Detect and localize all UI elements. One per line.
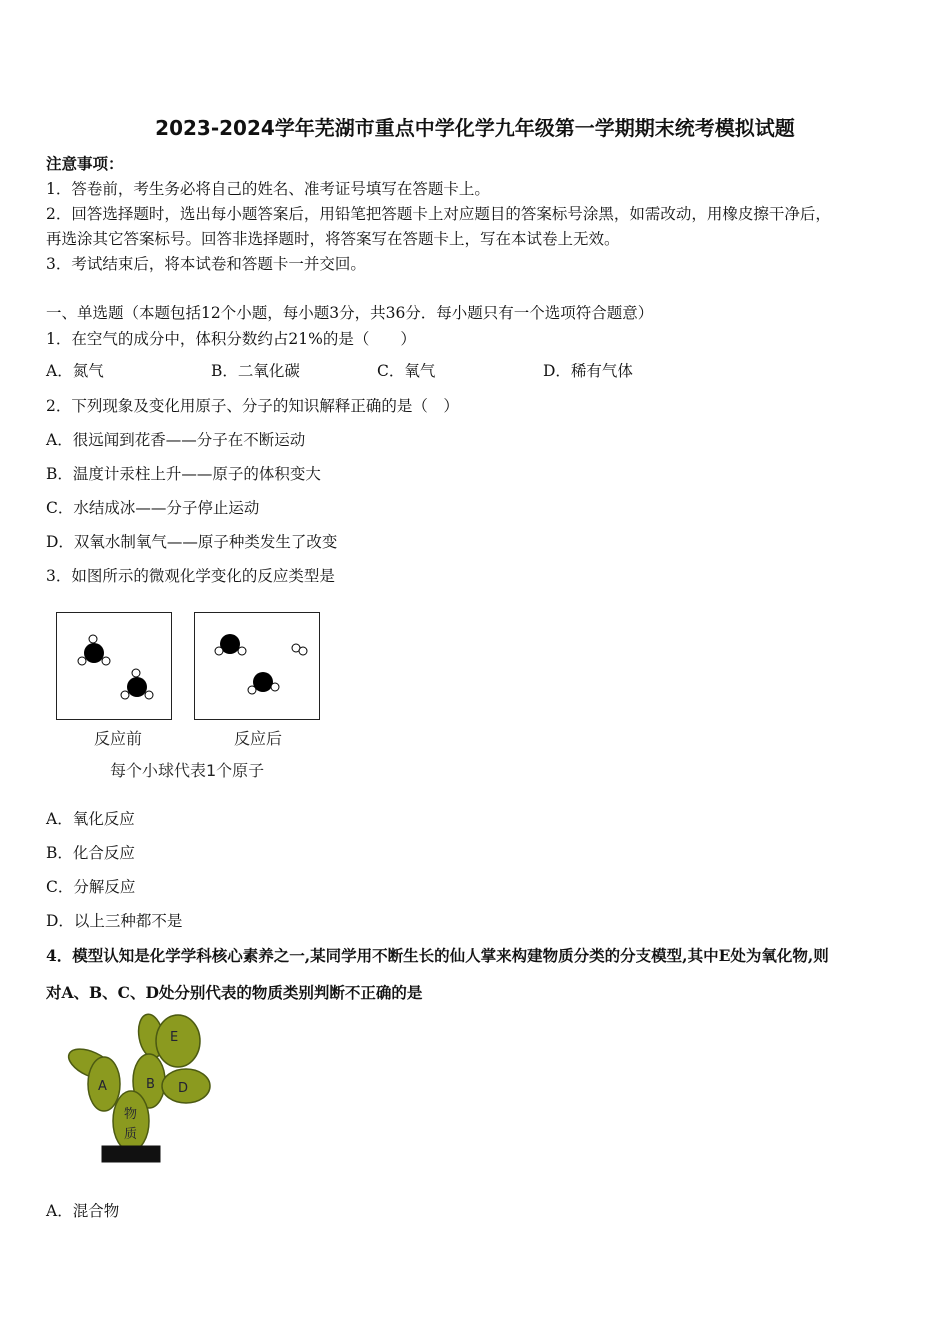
cactus-pot bbox=[102, 1146, 160, 1162]
cactus-label-trunk-2: 质 bbox=[124, 1127, 138, 1142]
molecule-before-1 bbox=[78, 635, 110, 665]
notice-item-2b: 再选涂其它答案标号。回答非选择题时，将答案写在答题卡上，写在本试卷上无效。 bbox=[46, 230, 620, 248]
q3-option-c: C．分解反应 bbox=[46, 878, 136, 896]
cactus-label-d: D bbox=[178, 1081, 189, 1096]
cactus-label-e: E bbox=[170, 1030, 179, 1045]
caption-before: 反应前 bbox=[94, 729, 143, 748]
section-heading: 一、单选题（本题包括12个小题，每小题3分，共36分．每小题只有一个选项符合题意） bbox=[46, 304, 654, 322]
caption-after: 反应后 bbox=[234, 729, 283, 748]
q2-stem: 2．下列现象及变化用原子、分子的知识解释正确的是（ ） bbox=[46, 397, 459, 415]
q1-stem: 1．在空气的成分中，体积分数约占21%的是（ ） bbox=[46, 330, 416, 348]
cactus-label-trunk-1: 物 bbox=[124, 1107, 138, 1122]
q3-stem: 3．如图所示的微观化学变化的反应类型是 bbox=[46, 567, 335, 585]
q4-stem-line2: 对A、B、C、D处分别代表的物质类别判断不正确的是 bbox=[46, 983, 423, 1002]
molecule-after-1 bbox=[215, 634, 246, 655]
molecule-diagram-before bbox=[57, 613, 171, 719]
notice-heading: 注意事项： bbox=[46, 154, 124, 173]
q4-stem-line1: 4．模型认知是化学学科核心素养之一,某同学用不断生长的仙人掌来构建物质分类的分支模型,其中E处为氧化物,则 bbox=[46, 946, 829, 965]
q3-option-a: A．氧化反应 bbox=[46, 810, 135, 828]
q4-option-a: A．混合物 bbox=[46, 1202, 120, 1220]
reaction-after-box bbox=[194, 612, 320, 720]
q2-option-a: A．很远闻到花香——分子在不断运动 bbox=[46, 431, 306, 449]
q3-option-b: B．化合反应 bbox=[46, 844, 135, 862]
page-title: 2023-2024学年芜湖市重点中学化学九年级第一学期期末统考模拟试题 bbox=[155, 116, 795, 140]
cactus-classification-figure bbox=[56, 1006, 226, 1166]
q1-option-b: B．二氧化碳 bbox=[211, 362, 300, 380]
cactus-label-a: A bbox=[98, 1079, 107, 1094]
molecule-after-pair bbox=[292, 644, 307, 655]
molecule-before-2 bbox=[121, 669, 153, 699]
q3-option-d: D．以上三种都不是 bbox=[46, 912, 183, 930]
molecule-after-2 bbox=[248, 672, 279, 694]
reaction-before-box bbox=[56, 612, 172, 720]
q1-option-a: A．氮气 bbox=[46, 362, 104, 380]
notice-item-3: 3．考试结束后，将本试卷和答题卡一并交回。 bbox=[46, 255, 366, 273]
cactus-label-b: B bbox=[146, 1077, 155, 1092]
caption-note: 每个小球代表1个原子 bbox=[110, 761, 265, 780]
notice-item-1: 1．答卷前，考生务必将自己的姓名、准考证号填写在答题卡上。 bbox=[46, 180, 490, 198]
notice-item-2a: 2．回答选择题时，选出每小题答案后，用铅笔把答题卡上对应题目的答案标号涂黑，如需改动，用橡皮擦干净后， bbox=[46, 205, 831, 223]
q1-option-d: D．稀有气体 bbox=[543, 362, 633, 380]
q2-option-d: D．双氧水制氧气——原子种类发生了改变 bbox=[46, 533, 338, 551]
q2-option-c: C．水结成冰——分子停止运动 bbox=[46, 499, 260, 517]
molecule-diagram-after bbox=[195, 613, 319, 719]
q1-option-c: C．氧气 bbox=[377, 362, 436, 380]
q2-option-b: B．温度计汞柱上升——原子的体积变大 bbox=[46, 465, 321, 483]
